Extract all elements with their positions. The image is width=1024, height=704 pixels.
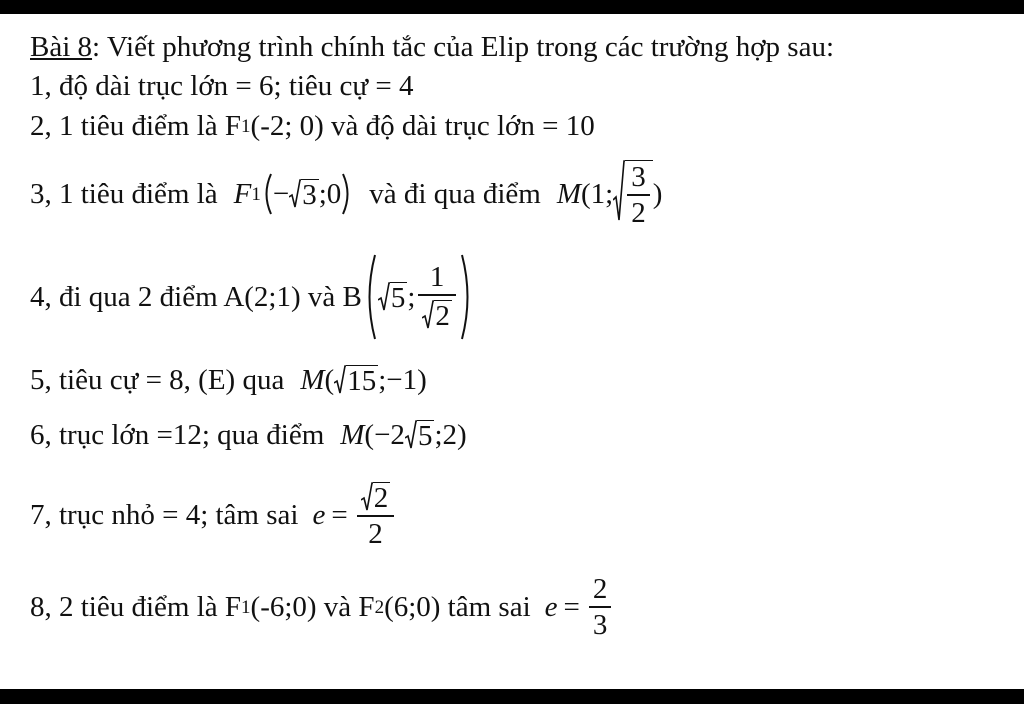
item-4-prefix: 4, đi qua 2 điểm A(2;1) và B [30, 280, 362, 313]
exercise-label: Bài 8 [30, 30, 93, 63]
item-5 [30, 362, 427, 398]
item-6-tail: ;2) [434, 418, 467, 451]
item-8-fraction-denominator: 3 [589, 606, 612, 640]
item-3-fraction-numerator: 3 [631, 161, 646, 193]
item-3-tail: ;0 [318, 177, 342, 210]
item-3 [30, 161, 663, 229]
item-4-sqrt [378, 282, 408, 313]
item-8-suffix: (6;0) tâm sai [384, 590, 531, 623]
item-8-eccentricity-symbol: e [544, 590, 558, 623]
item-7-fraction-numerator [357, 481, 395, 515]
item-7-fraction-denominator: 2 [357, 515, 395, 549]
item-4 [30, 252, 475, 342]
item-1 [30, 70, 414, 101]
item-8-fraction-numerator: 2 [592, 572, 608, 605]
item-4-separator: ; [407, 280, 416, 313]
item-3-middle-text: và đi qua điểm [369, 177, 541, 210]
item-8-equals: = [563, 590, 580, 623]
item-3-focus-subscript: 1 [251, 183, 261, 205]
item-6-point-symbol: M [340, 418, 365, 451]
item-6-sqrt [405, 420, 435, 451]
item-7-prefix: 7, trục nhỏ = 4; tâm sai [30, 498, 299, 531]
item-3-sqrt-fraction [613, 160, 653, 228]
item-7-eccentricity-symbol: e [312, 498, 326, 531]
item-3-point-close: ) [652, 177, 663, 210]
item-1-text: 1, độ dài trục lớn = 6; tiêu cự = 4 [30, 69, 414, 102]
item-7 [30, 470, 397, 560]
item-8 [30, 562, 614, 652]
top-black-border [0, 0, 1024, 14]
item-7-fraction [357, 481, 395, 549]
item-3-point-symbol: M [556, 177, 582, 210]
item-8-prefix: 8, 2 tiêu điểm là F [30, 590, 242, 623]
item-8-subscript-2: 2 [374, 596, 385, 618]
item-5-prefix: 5, tiêu cự = 8, (E) qua [30, 363, 285, 396]
item-3-right-paren [341, 172, 353, 216]
item-6-point-open: (−2 [364, 418, 405, 451]
item-4-fraction-numerator: 1 [429, 261, 445, 294]
exercise-instruction: : Viết phương trình chính tắc của Elip trong các trường hợp sau: [92, 30, 835, 63]
item-3-left-paren [261, 172, 273, 216]
item-2 [30, 110, 595, 141]
item-6 [30, 417, 467, 453]
item-4-left-paren [362, 252, 378, 342]
item-5-sqrt-value: 15 [347, 364, 377, 397]
item-3-prefix: 3, 1 tiêu điểm là [30, 177, 218, 210]
item-4-sqrt-value: 5 [390, 281, 406, 314]
exercise-title [30, 31, 834, 62]
item-3-sqrt [289, 179, 319, 210]
item-3-minus: − [272, 177, 290, 210]
item-2-suffix: (-2; 0) và độ dài trục lớn = 10 [250, 109, 595, 142]
item-2-subscript: 1 [241, 115, 251, 137]
item-3-point-open: (1; [581, 177, 614, 210]
item-5-sqrt [334, 365, 378, 396]
item-4-denominator-sqrt-value: 2 [435, 299, 450, 332]
item-4-fraction-denominator [418, 294, 456, 331]
item-6-sqrt-value: 5 [417, 419, 433, 452]
item-8-subscript-1: 1 [241, 596, 251, 618]
bottom-black-border [0, 689, 1024, 704]
item-7-numerator-sqrt-value: 2 [373, 481, 389, 514]
item-8-middle: (-6;0) và F [250, 590, 375, 623]
item-4-fraction [418, 263, 456, 331]
item-4-right-paren [459, 252, 475, 342]
item-2-prefix: 2, 1 tiêu điểm là F [30, 109, 242, 142]
item-8-fraction [589, 572, 612, 641]
item-3-focus-symbol: F [233, 177, 252, 210]
item-5-point-open: ( [324, 363, 335, 396]
item-7-equals: = [331, 498, 348, 531]
item-3-fraction-denominator: 2 [627, 194, 650, 228]
item-5-tail: ;−1) [378, 363, 427, 396]
item-5-point-symbol: M [300, 363, 325, 396]
item-3-sqrt-value: 3 [302, 178, 317, 211]
item-6-prefix: 6, trục lớn =12; qua điểm [30, 418, 325, 451]
